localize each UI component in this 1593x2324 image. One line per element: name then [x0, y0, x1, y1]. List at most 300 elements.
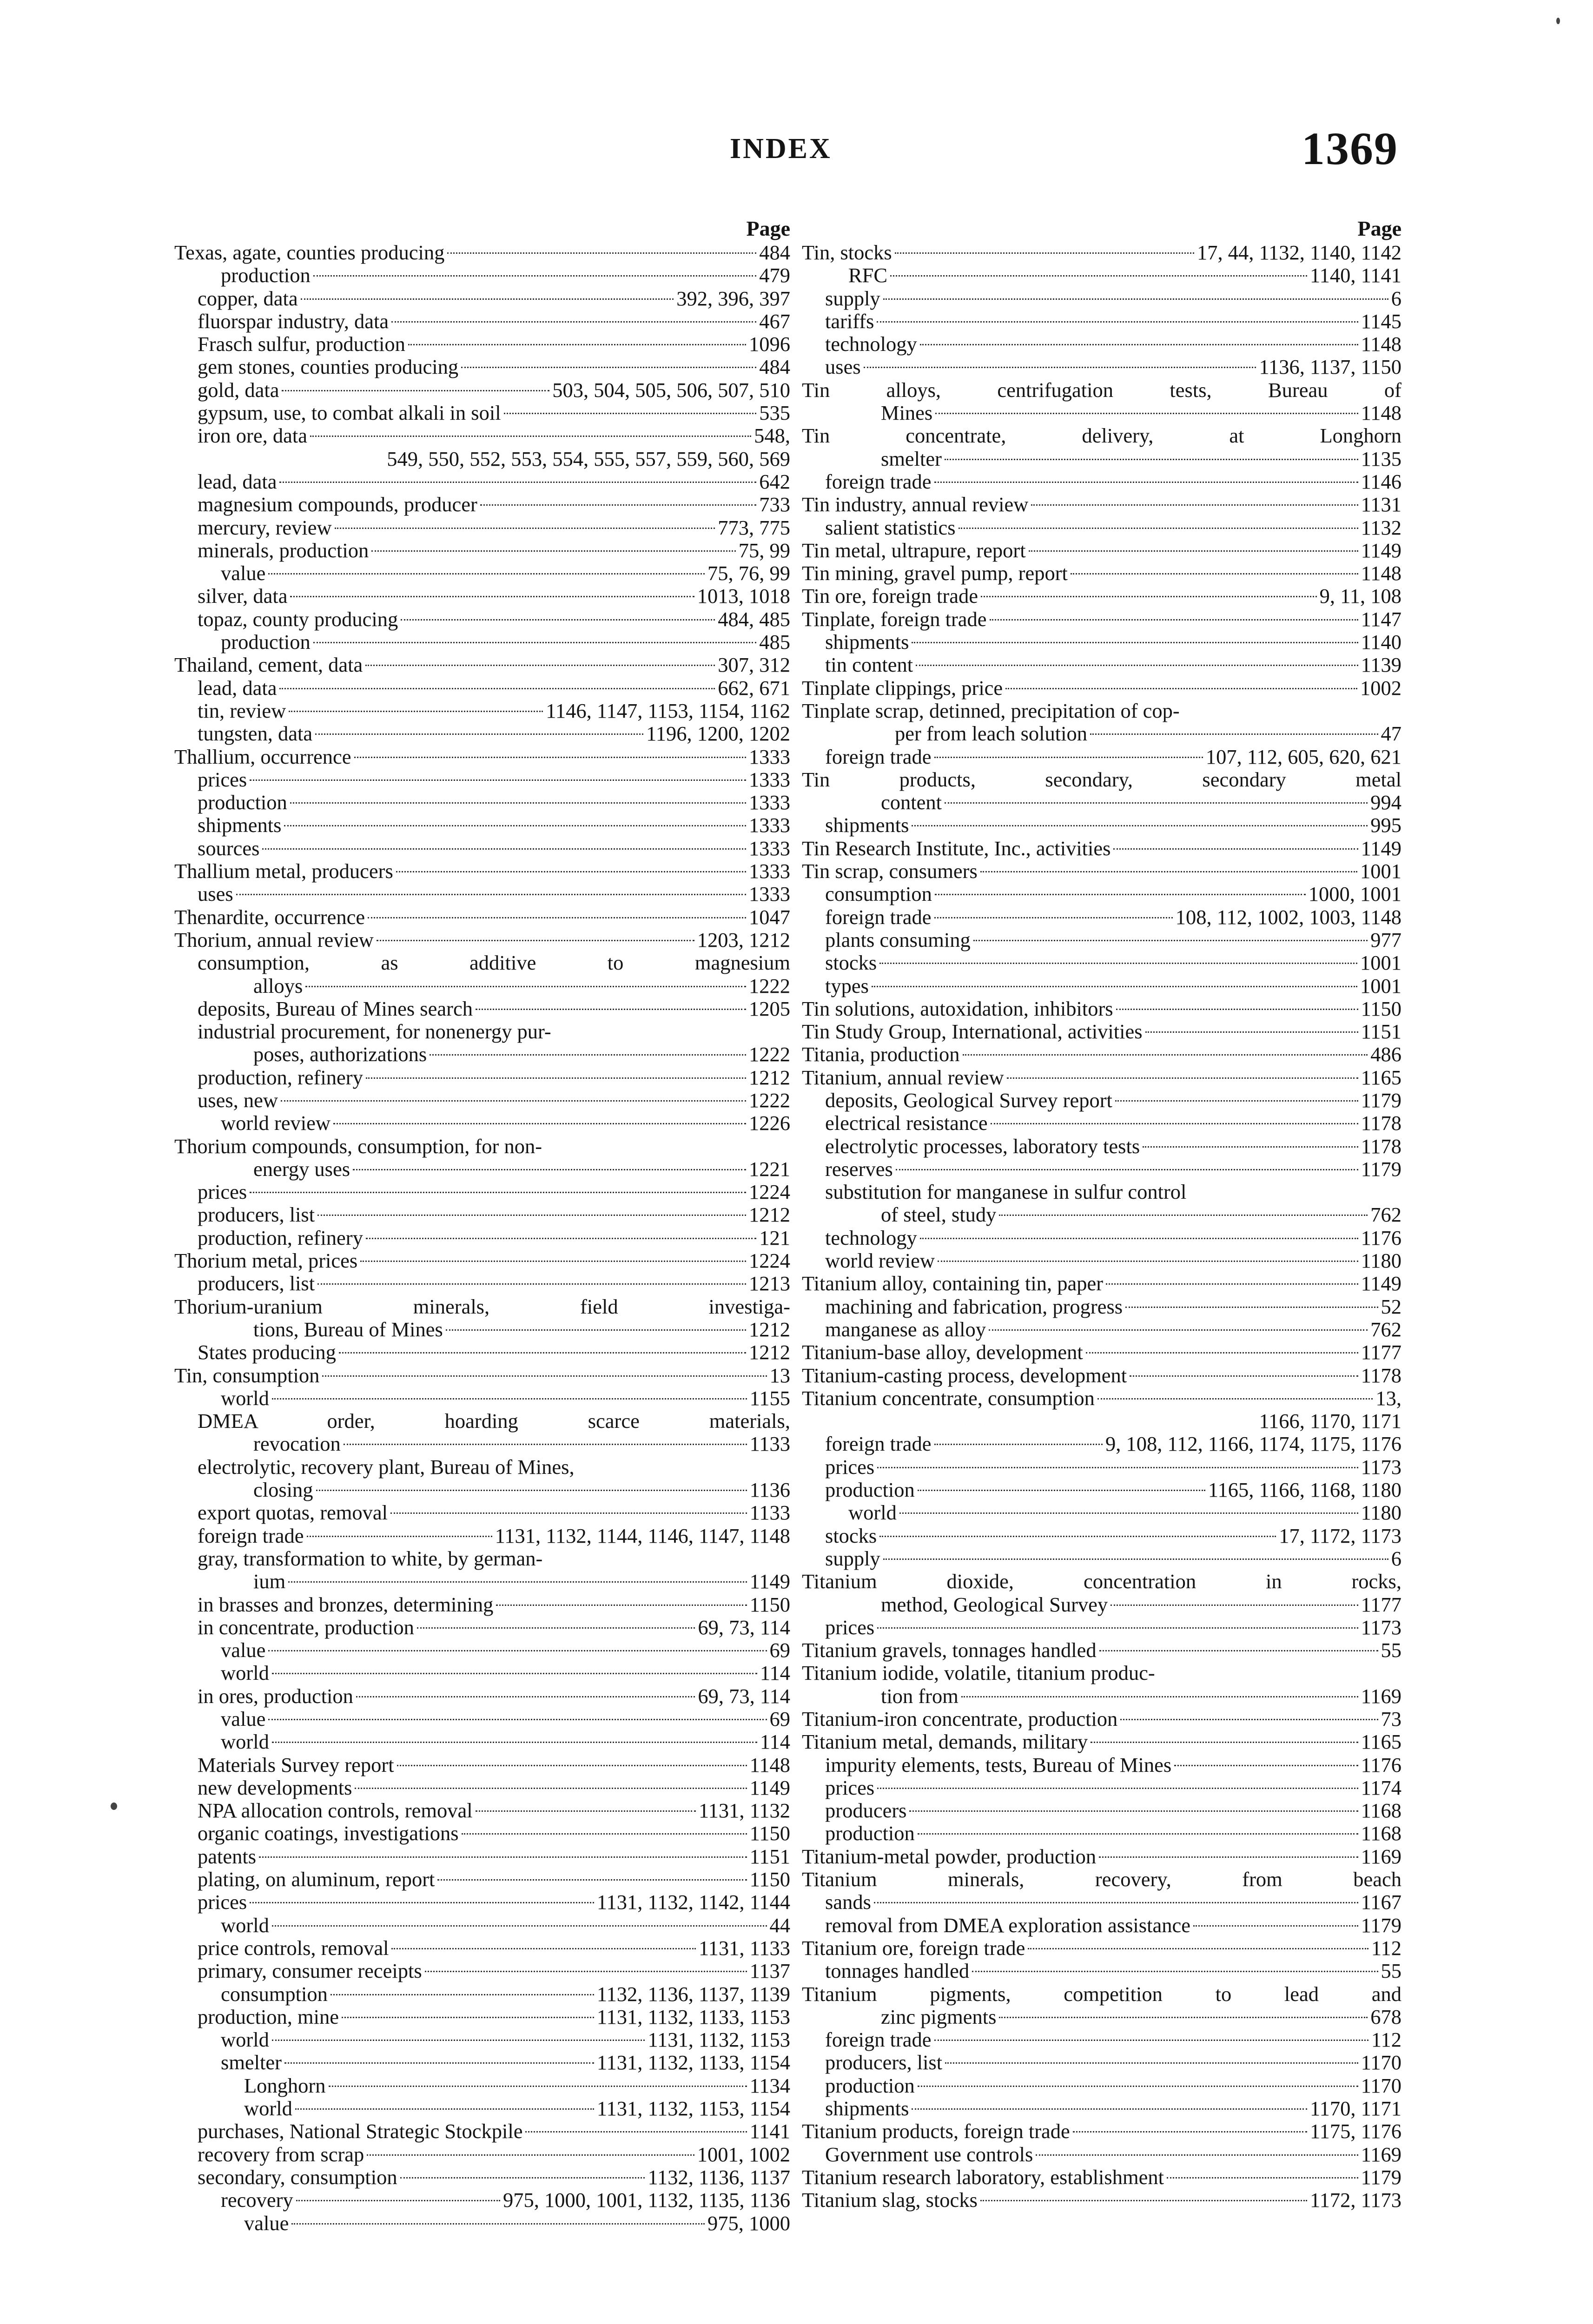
index-entry: [174, 1937, 790, 1960]
dot-leader: [1193, 1925, 1358, 1927]
dot-leader: [918, 1833, 1358, 1835]
entry-term: Titanium-casting process, development: [802, 1364, 1127, 1387]
index-entry: [802, 241, 1401, 264]
dot-leader: [877, 1788, 1358, 1789]
dot-leader: [1115, 1100, 1358, 1102]
dot-leader: [371, 550, 735, 552]
entry-page-refs: 1176: [1361, 1753, 1401, 1776]
index-entry: [174, 1845, 790, 1868]
index-entry: [174, 562, 790, 585]
entry-page-refs: 1013, 1018: [697, 584, 790, 608]
dot-leader: [390, 1512, 747, 1514]
dot-leader: [1071, 573, 1358, 574]
entry-page-refs: 1096: [749, 332, 790, 356]
entry-term: impurity elements, tests, Bureau of Mines: [825, 1753, 1172, 1776]
entry-page-refs: 1001: [1360, 859, 1401, 883]
entry-page-refs: 994: [1370, 791, 1401, 814]
index-entry: [802, 1754, 1401, 1776]
index-entry: [802, 1341, 1401, 1364]
entry-page-refs: 503, 504, 505, 506, 507, 510: [552, 378, 790, 402]
dot-leader: [360, 1261, 746, 1262]
entry-term: minerals, production: [198, 539, 369, 562]
entry-page-refs: 1000, 1001: [1308, 882, 1401, 906]
index-entry: [174, 1570, 790, 1593]
entry-page-refs: 1148: [1361, 332, 1401, 356]
entry-term: world: [221, 1914, 269, 1937]
index-entry: [802, 1227, 1401, 1249]
dot-leader: [1029, 550, 1358, 552]
entry-page-refs: 1224: [749, 1249, 790, 1273]
entry-page-refs: 977: [1370, 928, 1401, 951]
entry-page-refs: 1139: [1361, 653, 1401, 677]
dot-leader: [250, 1902, 594, 1903]
index-entry: [174, 1112, 790, 1135]
dot-leader: [864, 367, 1256, 368]
entry-term: Thenardite, occurrence: [174, 905, 365, 929]
entry-term: uses, new: [198, 1089, 278, 1112]
entry-term: production, refinery: [198, 1226, 363, 1249]
index-entry: [174, 1525, 790, 1547]
entry-term: primary, consumer receipts: [198, 1960, 422, 1983]
entry-term: tions, Bureau of Mines: [253, 1318, 443, 1341]
index-entry: [802, 1020, 1401, 1043]
entry-page-refs: 73: [1381, 1707, 1401, 1730]
entry-page-refs: 307, 312: [718, 653, 790, 677]
entry-page-refs: 1131, 1132: [699, 1799, 790, 1822]
entry-term: production: [825, 1822, 915, 1845]
entry-page-refs: 121: [759, 1226, 790, 1249]
entry-term: Tin alloys, centrifugation tests, Bureau of: [802, 378, 1401, 402]
index-entry: [802, 356, 1401, 378]
entry-page-refs: 1166, 1170, 1171: [1259, 1409, 1401, 1433]
dot-leader: [883, 298, 1388, 300]
entry-term: production: [825, 2074, 915, 2097]
index-entry: [174, 975, 790, 997]
dot-leader: [365, 665, 715, 666]
dot-leader: [355, 1788, 747, 1789]
dot-leader: [1031, 504, 1358, 506]
entry-page-refs: 392, 396, 397: [676, 286, 790, 310]
dot-leader: [322, 1375, 767, 1377]
dot-leader: [316, 1490, 747, 1491]
entry-term: secondary, consumption: [198, 2166, 397, 2189]
entry-page-refs: 114: [760, 1661, 790, 1685]
entry-term: producers: [825, 1799, 907, 1822]
index-entry: [802, 1387, 1401, 1410]
index-entry: [802, 860, 1401, 883]
dot-leader: [353, 1169, 746, 1170]
dot-leader: [417, 1627, 695, 1629]
entry-page-refs: 1212: [749, 1317, 790, 1341]
entry-term: consumption, as additive to magnesium: [198, 951, 790, 975]
dot-leader: [279, 482, 756, 483]
entry-page-refs: 1145: [1361, 309, 1401, 333]
dot-leader: [1116, 1009, 1358, 1010]
entry-term: Tin mining, gravel pump, report: [802, 562, 1068, 585]
entry-page-refs: 1131, 1132, 1133, 1154: [596, 2051, 790, 2074]
dot-leader: [879, 1536, 1276, 1537]
entry-term: lead, data: [198, 676, 277, 700]
entry-page-refs: 1222: [749, 1088, 790, 1112]
entry-term: recovery: [221, 2189, 293, 2212]
entry-page-refs: 1137: [749, 1959, 790, 1983]
dot-leader: [920, 1238, 1358, 1239]
dot-leader: [1145, 1031, 1358, 1033]
entry-page-refs: 108, 112, 1002, 1003, 1148: [1175, 905, 1401, 929]
index-entry: [802, 746, 1401, 768]
entry-term: technology: [825, 1226, 917, 1249]
entry-page-refs: 1173: [1361, 1615, 1401, 1639]
dot-leader: [250, 1192, 746, 1193]
index-entry: [174, 1685, 790, 1708]
entry-page-refs: 112: [1371, 1936, 1401, 1960]
entry-term: patents: [198, 1845, 257, 1868]
dot-leader: [272, 2040, 645, 2041]
index-entry: [802, 1158, 1401, 1181]
index-entry: [802, 1983, 1401, 2006]
dot-leader: [934, 917, 1173, 918]
entry-term: removal from DMEA exploration assistance: [825, 1914, 1190, 1937]
entry-page-refs: 1133: [749, 1432, 790, 1456]
dot-leader: [899, 1512, 1358, 1514]
index-column-left: [174, 216, 790, 2235]
page-number: 1369: [1302, 123, 1398, 174]
dot-leader: [890, 275, 1307, 277]
entry-page-refs: 535: [759, 401, 790, 425]
dot-leader: [391, 1948, 696, 1949]
index-entry: [174, 1479, 790, 1501]
index-entry: [174, 1272, 790, 1295]
entry-page-refs: 1001, 1002: [697, 2142, 790, 2166]
dot-leader: [368, 917, 746, 918]
dot-leader: [476, 1810, 696, 1812]
index-entry: [174, 287, 790, 310]
entry-term: uses: [825, 356, 861, 379]
entry-page-refs: 1136, 1137, 1150: [1259, 355, 1401, 379]
entry-term: lead, data: [198, 470, 277, 493]
dot-leader: [872, 986, 1357, 987]
index-entry: [174, 2166, 790, 2189]
entry-page-refs: 1222: [749, 1043, 790, 1066]
index-entry: [174, 1066, 790, 1089]
index-entry: [174, 1730, 790, 1753]
index-entry: [174, 1456, 790, 1479]
index-entry: [174, 1708, 790, 1730]
index-entry: [802, 2028, 1401, 2051]
entry-term: Tinplate clippings, price: [802, 676, 1003, 700]
entry-page-refs: 75, 99: [738, 538, 790, 562]
entry-term: industrial procurement, for nonenergy pur-: [198, 1020, 551, 1043]
index-entry: [174, 768, 790, 791]
index-entry: [802, 722, 1401, 745]
index-entry: [174, 1341, 790, 1364]
index-entry: [802, 1203, 1401, 1226]
entry-page-refs: 1177: [1361, 1340, 1401, 1364]
entry-term: export quotas, removal: [198, 1501, 388, 1525]
entry-term: production, refinery: [198, 1066, 363, 1089]
entry-term: poses, authorizations: [253, 1043, 427, 1066]
index-entry: [174, 264, 790, 287]
index-entries-left: [174, 241, 790, 2235]
dot-leader: [895, 252, 1194, 254]
dot-leader: [290, 802, 746, 804]
dot-leader: [317, 1215, 746, 1216]
index-entry: [802, 1364, 1401, 1387]
index-entry: [802, 585, 1401, 607]
entry-term: organic coatings, investigations: [198, 1822, 459, 1845]
dot-leader: [262, 848, 746, 850]
dot-leader: [301, 298, 674, 300]
dot-leader: [961, 1696, 1358, 1697]
entry-term: producers, list: [825, 2051, 943, 2074]
index-entry: [174, 1616, 790, 1639]
index-entry: [802, 1570, 1401, 1593]
dot-leader: [1028, 1948, 1368, 1949]
entry-term: shipments: [825, 631, 909, 654]
entry-term: world: [221, 1386, 269, 1410]
dot-leader: [333, 1123, 746, 1124]
entry-page-refs: 549, 550, 552, 553, 554, 555, 557, 559, 560, 569: [387, 447, 790, 470]
index-entry: [802, 2006, 1401, 2028]
entry-page-refs: 1176: [1361, 1226, 1401, 1249]
entry-term: Titanium-base alloy, development: [802, 1341, 1083, 1364]
dot-leader: [935, 413, 1358, 414]
index-entry: [802, 310, 1401, 333]
index-entry: [802, 1891, 1401, 1914]
dot-leader: [396, 871, 746, 872]
entry-page-refs: 112: [1371, 2028, 1401, 2052]
entry-term: Titanium-iron concentrate, production: [802, 1708, 1118, 1730]
index-entry: [174, 883, 790, 905]
entry-term: in concentrate, production: [198, 1616, 414, 1639]
entry-page-refs: 773, 775: [718, 515, 790, 539]
dot-leader: [1130, 1375, 1358, 1377]
entry-term: value: [221, 1639, 266, 1662]
dot-leader: [282, 390, 549, 391]
dot-leader: [339, 1352, 746, 1353]
entry-page-refs: 1001: [1360, 974, 1401, 997]
index-entry: [802, 1135, 1401, 1158]
dot-leader: [397, 1765, 747, 1766]
index-entry: [802, 1639, 1401, 1662]
index-entry: [174, 1868, 790, 1891]
index-entry: [174, 1089, 790, 1112]
entry-term: recovery from scrap: [198, 2143, 364, 2166]
index-entry: [174, 1433, 790, 1455]
dot-leader: [461, 367, 756, 368]
dot-leader: [289, 711, 543, 712]
entry-page-refs: 995: [1370, 813, 1401, 837]
entry-term: Tin Study Group, International, activities: [802, 1020, 1143, 1043]
entry-term: prices: [825, 1616, 875, 1639]
entry-page-refs: 1149: [1361, 836, 1401, 860]
entry-term: foreign trade: [825, 470, 932, 493]
dot-leader: [400, 2177, 645, 2179]
index-entry: [802, 1708, 1401, 1730]
dot-leader: [315, 733, 643, 735]
index-entry: [174, 654, 790, 676]
entry-term: manganese as alloy: [825, 1318, 986, 1341]
entry-term: Tin products, secondary, secondary metal: [802, 768, 1401, 791]
entry-term: salient statistics: [825, 516, 956, 539]
entry-page-refs: 484: [759, 355, 790, 379]
dot-leader: [330, 1994, 594, 1995]
index-entry: [802, 654, 1401, 676]
index-entry: [802, 929, 1401, 951]
index-entry: [802, 1525, 1401, 1547]
entry-page-refs: 467: [759, 309, 790, 333]
dot-leader: [991, 1123, 1358, 1124]
entry-term: DMEA order, hoarding scarce materials,: [198, 1410, 790, 1433]
dot-leader: [916, 665, 1358, 666]
entry-page-refs: 1212: [749, 1065, 790, 1089]
entry-page-refs: 1222: [749, 974, 790, 997]
entry-page-refs: 1146: [1361, 469, 1401, 493]
index-entry: [174, 1181, 790, 1203]
dot-leader: [989, 1329, 1368, 1331]
scan-speck: [111, 1802, 117, 1810]
dot-leader: [344, 1444, 747, 1445]
dot-leader: [284, 2062, 594, 2064]
entry-term: prices: [198, 1181, 247, 1204]
index-entry: [174, 2212, 790, 2235]
entry-term: alloys: [253, 974, 303, 997]
dot-leader: [935, 894, 1306, 895]
index-entry: [802, 2097, 1401, 2120]
page-column-heading: Page: [1357, 217, 1401, 240]
entry-term: electrolytic processes, laboratory tests: [825, 1135, 1140, 1158]
index-entry: [802, 1799, 1401, 1822]
dot-leader: [1143, 1146, 1358, 1148]
entry-page-refs: 1131, 1132, 1144, 1146, 1147, 1148: [495, 1524, 790, 1547]
index-entry: [802, 1433, 1401, 1455]
index-entry: [802, 1616, 1401, 1639]
entry-term: production: [221, 264, 311, 287]
entry-page-refs: 1212: [749, 1340, 790, 1364]
index-entry: [802, 1249, 1401, 1272]
entry-term: Titania, production: [802, 1043, 960, 1066]
dot-leader: [307, 1536, 492, 1537]
index-entry: [802, 402, 1401, 424]
dot-leader: [447, 252, 756, 254]
index-entry: [174, 539, 790, 562]
dot-leader: [279, 688, 715, 689]
entry-page-refs: 1179: [1361, 1157, 1401, 1181]
entry-page-refs: 975, 1000: [707, 2211, 790, 2235]
entry-page-refs: 1178: [1361, 1134, 1401, 1158]
dot-leader: [281, 1100, 746, 1102]
index-entry: [802, 516, 1401, 539]
dot-leader: [291, 2223, 705, 2225]
index-entry: [802, 470, 1401, 493]
dot-leader: [313, 275, 756, 277]
entry-term: value: [244, 2212, 289, 2235]
dot-leader: [367, 2154, 694, 2156]
index-entry: [174, 722, 790, 745]
entry-page-refs: 1169: [1361, 2142, 1401, 2166]
entry-term: Texas, agate, counties producing: [174, 241, 445, 264]
dot-leader: [356, 1696, 695, 1697]
entry-page-refs: 1333: [749, 745, 790, 768]
dot-leader: [1091, 1742, 1358, 1743]
entry-term: Tinplate scrap, detinned, precipitation of cop-: [802, 699, 1180, 722]
entry-page-refs: 678: [1370, 2005, 1401, 2028]
dot-leader: [981, 596, 1317, 597]
entry-term: copper, data: [198, 287, 298, 310]
index-entry: [802, 493, 1401, 516]
entry-page-refs: 1132, 1136, 1137: [648, 2165, 790, 2189]
dot-leader: [877, 321, 1358, 323]
entry-term: sands: [825, 1891, 871, 1914]
entry-term: closing: [253, 1479, 313, 1502]
entry-page-refs: 1221: [749, 1157, 790, 1181]
index-entry: [802, 1937, 1401, 1960]
index-entry: [802, 2143, 1401, 2166]
entry-page-refs: 1333: [749, 859, 790, 883]
dot-leader: [1120, 1719, 1378, 1720]
entry-page-refs: 1205: [749, 997, 790, 1020]
entry-term: Longhorn: [244, 2074, 326, 2097]
entry-page-refs: 484: [759, 241, 790, 264]
entry-page-refs: 1175, 1176: [1310, 2119, 1401, 2143]
index-entry: [174, 1501, 790, 1524]
dot-leader: [1167, 2177, 1358, 2179]
dot-leader: [272, 1742, 757, 1743]
entry-page-refs: 1179: [1361, 1088, 1401, 1112]
dot-leader: [973, 940, 1368, 941]
dot-leader: [504, 413, 757, 414]
dot-leader: [999, 2017, 1368, 2018]
index-entry: [802, 1822, 1401, 1845]
index-entry: [174, 860, 790, 883]
entry-term: Titanium products, foreign trade: [802, 2120, 1070, 2143]
entry-page-refs: 1224: [749, 1180, 790, 1204]
dot-leader: [496, 1604, 747, 1606]
index-entry: [174, 1020, 790, 1043]
index-entry: [174, 2120, 790, 2143]
entry-term: Tin concentrate, delivery, at Longhorn: [802, 424, 1401, 448]
index-entry: [802, 837, 1401, 860]
entry-page-refs: 642: [759, 469, 790, 493]
index-entry: [802, 1043, 1401, 1066]
entry-term: Tinplate, foreign trade: [802, 607, 987, 631]
index-entry: [174, 1227, 790, 1249]
index-entry: [802, 1593, 1401, 1616]
entry-term: Titanium, annual review: [802, 1066, 1004, 1089]
entry-term: smelter: [221, 2051, 282, 2074]
entry-term: Tin, consumption: [174, 1364, 320, 1387]
entry-page-refs: 69, 73, 114: [698, 1684, 790, 1708]
index-entry: [802, 379, 1401, 402]
dot-leader: [963, 1054, 1368, 1056]
entry-term: Tin ore, foreign trade: [802, 585, 978, 608]
entry-page-refs: 6: [1391, 286, 1401, 310]
index-entry: [174, 1822, 790, 1845]
entry-page-refs: 1132: [1361, 515, 1401, 539]
entry-term: content: [881, 791, 942, 814]
entry-page-refs: 1169: [1361, 1684, 1401, 1708]
entry-term: gypsum, use, to combat alkali in soil: [198, 402, 501, 425]
index-entry: [174, 1158, 790, 1181]
entry-page-refs: 1333: [749, 836, 790, 860]
entry-term: value: [221, 1708, 266, 1730]
entry-page-refs: 1131, 1132, 1153, 1154: [596, 2097, 790, 2120]
entry-page-refs: 733: [759, 493, 790, 516]
entry-term: production, mine: [198, 2005, 339, 2028]
dot-leader: [401, 619, 715, 621]
index-entry: [174, 310, 790, 333]
dot-leader: [1007, 1077, 1358, 1079]
